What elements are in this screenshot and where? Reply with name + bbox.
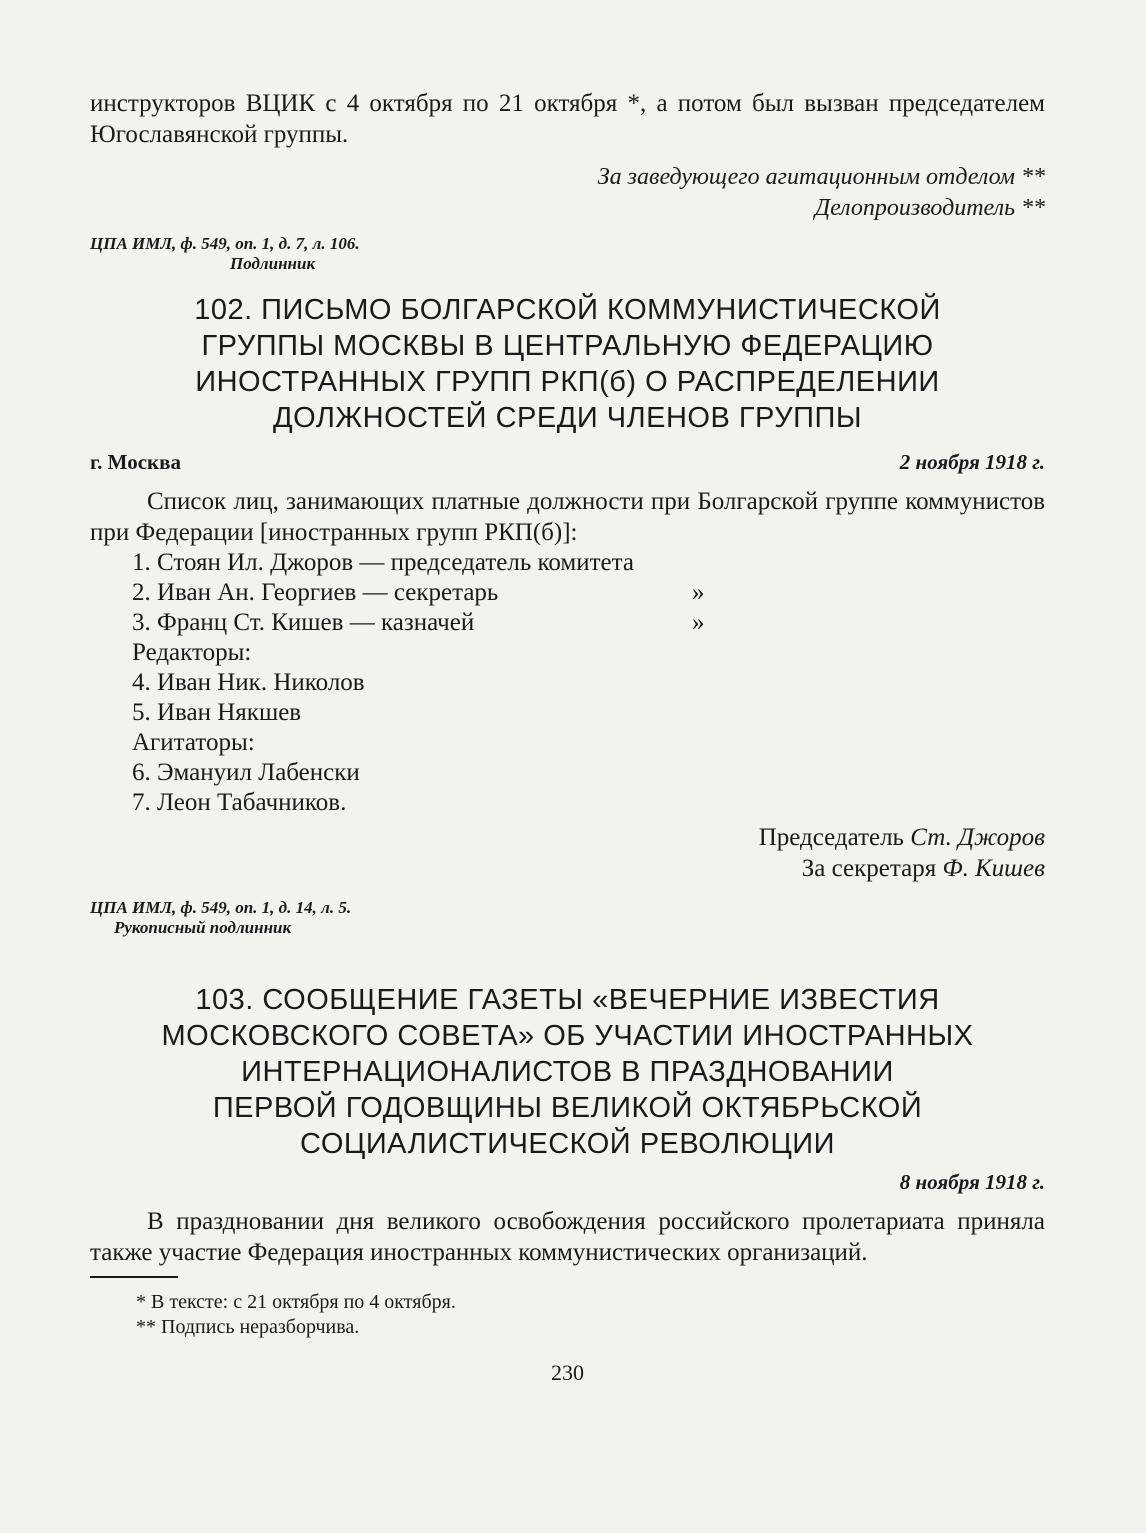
archive-source: ЦПА ИМЛ, ф. 549, оп. 1, д. 14, л. 5.	[90, 898, 352, 917]
heading-line: ПЕРВОЙ ГОДОВЩИНЫ ВЕЛИКОЙ ОКТЯБРЬСКОЙ	[212, 1092, 923, 1124]
heading-line: 103. СООБЩЕНИЕ ГАЗЕТЫ «ВЕЧЕРНИЕ ИЗВЕСТИЯ	[195, 984, 940, 1016]
list-item: 7. Леон Табачников.	[132, 789, 347, 816]
footnote-divider	[90, 1276, 178, 1278]
list-item: 4. Иван Ник. Николов	[132, 669, 365, 696]
heading-line: ИНОСТРАННЫХ ГРУПП РКП(б) О РАСПРЕДЕЛЕНИИ	[195, 366, 940, 398]
heading-line: СОЦИАЛИСТИЧЕСКОЙ РЕВОЛЮЦИИ	[300, 1128, 835, 1160]
doc102-intro: Список лиц, занимающих платные должности при Болгарской группе коммунистов при Федерации [иностранных групп РКП(б)]:	[90, 488, 1045, 546]
doc103-heading	[90, 982, 1045, 1162]
ditto-mark: »	[692, 579, 705, 606]
item-text: 1. Стоян Ил. Джоров — председатель комитета	[132, 549, 634, 576]
date: 2 ноября 1918 г.	[899, 450, 1045, 474]
doc102-heading	[90, 292, 1045, 436]
footnote: ** Подпись неразборчива.	[136, 1316, 360, 1338]
heading-line: ИНТЕРНАЦИОНАЛИСТОВ В ПРАЗДНОВАНИИ	[241, 1056, 894, 1088]
item-text: 3. Франц Ст. Кишев — казначей	[132, 609, 475, 636]
secretary-signature	[90, 853, 1045, 884]
chairman-signature	[90, 822, 1045, 853]
list-item	[132, 578, 1045, 608]
ditto-mark: »	[692, 609, 705, 636]
item-text: 2. Иван Ан. Георгиев — секретарь	[132, 579, 499, 606]
footnote: * В тексте: с 21 октября по 4 октября.	[136, 1291, 456, 1313]
chairman-label: Председатель	[758, 824, 904, 851]
list-item	[132, 608, 1045, 638]
secretary-label: За секретаря	[801, 855, 937, 882]
heading-line: ДОЛЖНОСТЕЙ СРЕДИ ЧЛЕНОВ ГРУППЫ	[272, 402, 863, 434]
intro-paragraph: инструкторов ВЦИК с 4 октября по 21 октября *, а потом был вызван председателем Югославянской группы.	[90, 90, 1045, 148]
doc103-date-row	[90, 1168, 1045, 1196]
place: г. Москва	[90, 450, 181, 474]
list-item: 5. Иван Някшев	[132, 699, 302, 726]
list-item	[132, 548, 1045, 578]
footnotes	[90, 1290, 1045, 1340]
signature-clerk: Делопроизводитель **	[814, 195, 1045, 221]
page-number: 230	[551, 1360, 584, 1385]
archive-source: ЦПА ИМЛ, ф. 549, оп. 1, д. 7, л. 106.	[90, 234, 360, 253]
agitators-label: Агитаторы:	[132, 729, 255, 756]
heading-line: ГРУППЫ МОСКВЫ В ЦЕНТРАЛЬНУЮ ФЕДЕРАЦИЮ	[201, 330, 934, 362]
list-item: 6. Эмануил Лабенски	[132, 759, 360, 786]
doc102-place-date	[90, 448, 1045, 476]
secretary-name: Ф. Кишев	[942, 855, 1045, 882]
archive-source-note: Рукописный подлинник	[114, 918, 292, 937]
signature-agitation-dept: За заведующего агитационным отделом **	[597, 164, 1045, 190]
heading-line: МОСКОВСКОГО СОВЕТА» ОБ УЧАСТИИ ИНОСТРАННЫХ	[161, 1020, 974, 1052]
chairman-name: Ст. Джоров	[910, 824, 1045, 851]
doc102-signatures	[90, 822, 1045, 884]
editors-label: Редакторы:	[132, 639, 252, 666]
staff-list	[90, 548, 1045, 818]
date: 8 ноября 1918 г.	[899, 1170, 1045, 1194]
archive-source-note: Подлинник	[230, 254, 316, 273]
doc103-text: В праздновании дня великого освобождения российского пролетариата приняла также участие Федерация иностранных коммунистических организаций.	[90, 1208, 1045, 1266]
heading-line: 102. ПИСЬМО БОЛГАРСКОЙ КОММУНИСТИЧЕСКОЙ	[194, 294, 941, 326]
page	[90, 88, 1045, 1386]
